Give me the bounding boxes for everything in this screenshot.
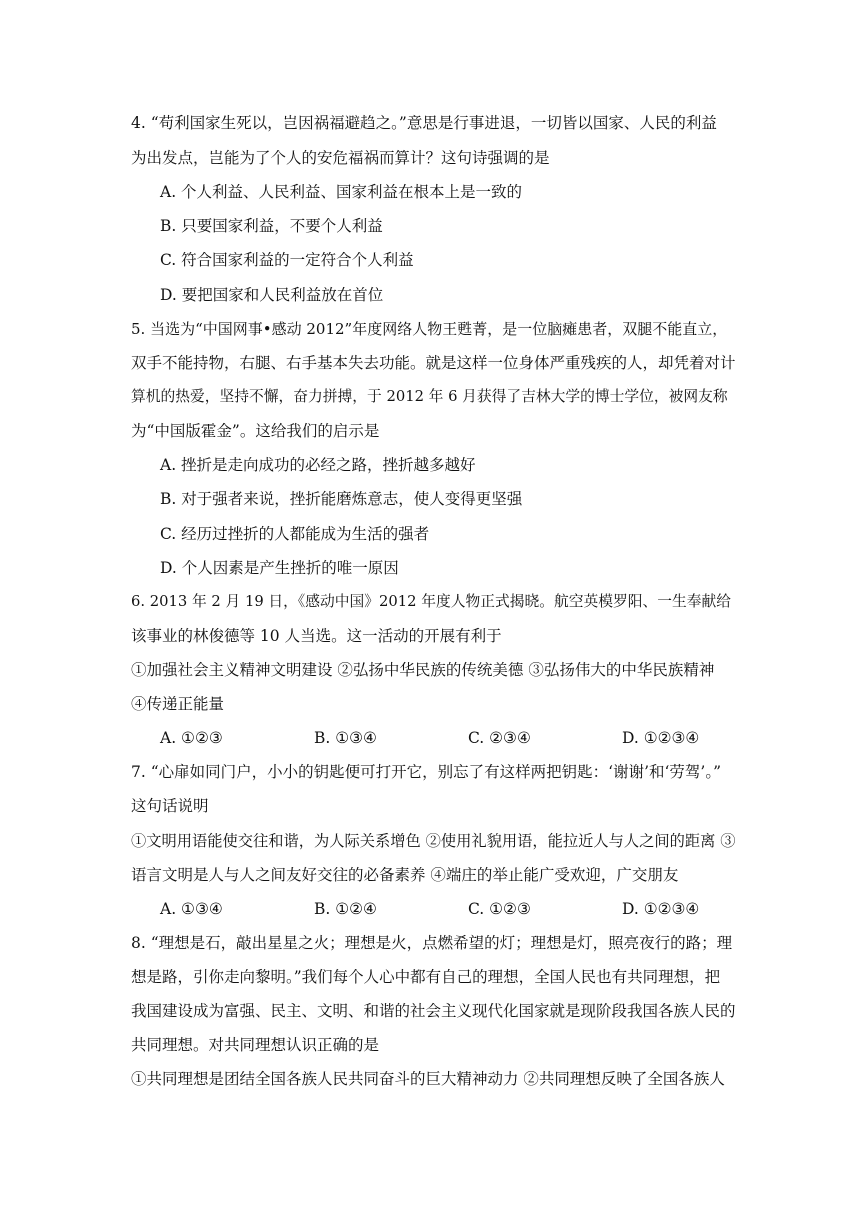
- q5-option-b: B. 对于强者来说，挫折能磨炼意志，使人变得更坚强: [160, 490, 523, 508]
- q7-option-a: A. ①③④: [160, 900, 223, 918]
- q7-option-d: D. ①②③④: [622, 900, 700, 918]
- q4-stem-line-1: 4. “苟利国家生死以，岂因祸福避趋之。”意思是行事进退，一切皆以国家、人民的利益: [131, 114, 717, 132]
- q5-stem-line-2: 双手不能持物，右腿、右手基本失去功能。就是这样一位身体严重残疾的人，却凭着对计: [131, 354, 736, 372]
- q6-options-row: [160, 728, 740, 748]
- q5-stem-line-3: 算机的热爱，坚持不懈，奋力拼搏，于 2012 年 6 月获得了吉林大学的博士学位，被网友称: [131, 388, 728, 405]
- q7-options-row: [160, 899, 740, 919]
- q5-option-c: C. 经历过挫折的人都能成为生活的强者: [160, 525, 430, 543]
- q6-statements-line-2: ④传递正能量: [131, 695, 225, 713]
- q5-stem-line-1: 5. 当选为“中国网事•感动 2012”年度网络人物王甦菁，是一位脑瘫患者，双腿不能直立，: [131, 320, 728, 338]
- q5-stem-line-4: 为“中国版霍金”。这给我们的启示是: [131, 422, 380, 440]
- q4-option-b: B. 只要国家利益，不要个人利益: [160, 217, 383, 235]
- q7-option-c: C. ①②③: [468, 900, 531, 918]
- q8-stem-line-3: 我国建设成为富强、民主、文明、和谐的社会主义现代化国家就是现阶段我国各族人民的: [131, 1002, 736, 1020]
- q6-statements-line-1: ①加强社会主义精神文明建设 ②弘扬中华民族的传统美德 ③弘扬伟大的中华民族精神: [131, 661, 715, 679]
- q6-option-a: A. ①②③: [160, 729, 223, 747]
- q7-statements-line-1: ①文明用语能使交往和谐，为人际关系增色 ②使用礼貌用语，能拉近人与人之间的距离 ③: [131, 832, 736, 850]
- q6-option-d: D. ①②③④: [622, 729, 700, 747]
- q4-option-c: C. 符合国家利益的一定符合个人利益: [160, 251, 414, 269]
- q4-option-a: A. 个人利益、人民利益、国家利益在根本上是一致的: [160, 183, 523, 201]
- q8-stem-line-1: 8. “理想是石，敲出星星之火；理想是火，点燃希望的灯；理想是灯，照亮夜行的路；理: [131, 934, 733, 952]
- q4-option-d: D. 要把国家和人民利益放在首位: [160, 286, 384, 304]
- q8-stem-line-4: 共同理想。对共同理想认识正确的是: [131, 1036, 380, 1054]
- q7-stem-line-1: 7. “心扉如同门户，小小的钥匙便可打开它，别忘了有这样两把钥匙：‘谢谢’和‘劳驾’。”: [131, 763, 722, 781]
- q6-option-c: C. ②③④: [468, 729, 531, 747]
- q6-option-b: B. ①③④: [314, 729, 377, 747]
- q6-stem-line-2: 该事业的林俊德等 10 人当选。这一活动的开展有利于: [131, 627, 502, 645]
- q8-statements-line-1: ①共同理想是团结全国各族人民共同奋斗的巨大精神动力 ②共同理想反映了全国各族人: [131, 1070, 725, 1088]
- q5-option-a: A. 挫折是走向成功的必经之路，挫折越多越好: [160, 456, 476, 474]
- q5-option-d: D. 个人因素是产生挫折的唯一原因: [160, 559, 399, 577]
- q7-statements-line-2: 语言文明是人与人之间友好交往的必备素养 ④端庄的举止能广受欢迎，广交朋友: [131, 866, 679, 884]
- q7-stem-line-2: 这句话说明: [131, 797, 209, 815]
- q7-option-b: B. ①②④: [314, 900, 377, 918]
- q8-stem-line-2: 想是路，引你走向黎明。”我们每个人心中都有自己的理想，全国人民也有共同理想，把: [131, 968, 721, 986]
- q4-stem-line-2: 为出发点，岂能为了个人的安危福祸而算计？这句诗强调的是: [131, 149, 550, 167]
- q6-stem-line-1: 6. 2013 年 2 月 19 日，《感动中国》2012 年度人物正式揭晓。航空英模罗阳、一生奉献给: [131, 593, 731, 610]
